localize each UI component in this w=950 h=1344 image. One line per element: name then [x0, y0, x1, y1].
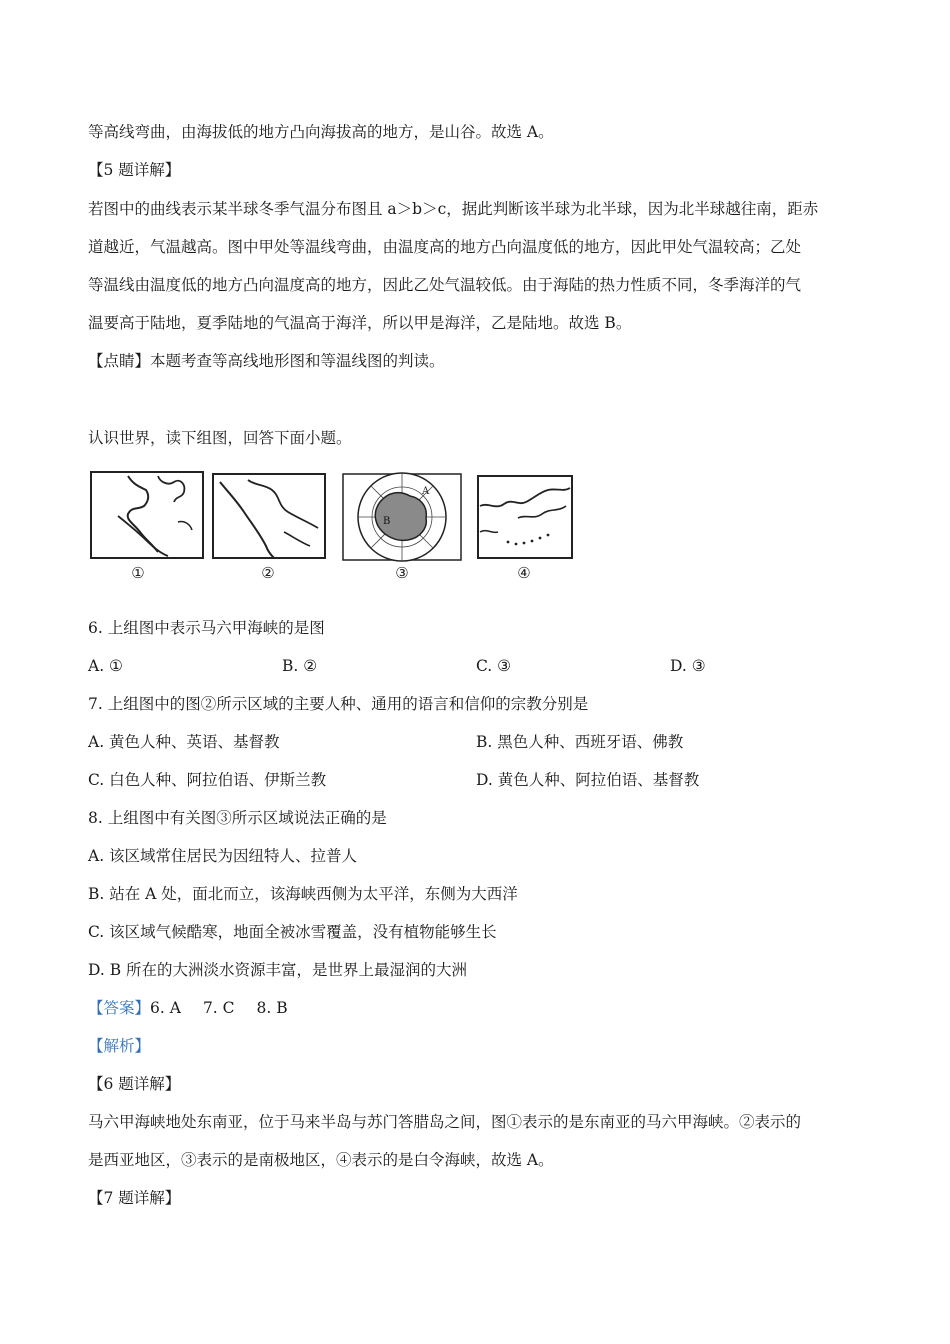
q7-option-c[interactable]: C. 白色人种、阿拉伯语、伊斯兰教 [88, 771, 327, 789]
q8-stem: 8. 上组图中有关图③所示区域说法正确的是 [88, 809, 387, 827]
q5-line-3: 等温线由温度低的地方凸向温度高的地方，因此乙处气温较低。由于海陆的热力性质不同，冬季海洋的气 [88, 276, 802, 294]
q5-line-2: 道越近，气温越高。图中甲处等温线弯曲，由温度高的地方凸向温度低的地方，因此甲处气温较高；乙处 [88, 238, 802, 256]
intro-text: 等高线弯曲，由海拔低的地方凸向海拔高的地方，是山谷。故选 A。 [88, 123, 554, 141]
analysis-label: 【解析】 [88, 1037, 151, 1055]
map-figure-group [88, 462, 578, 592]
q8-option-a[interactable]: A. 该区域常住居民为因纽特人、拉普人 [88, 847, 358, 865]
map-2 [213, 474, 325, 582]
answer-row [88, 998, 310, 1018]
q5-line-4: 温要高于陆地，夏季陆地的气温高于海洋，所以甲是海洋，乙是陆地。故选 B。 [88, 314, 632, 332]
q8-option-d[interactable]: D. B 所在的大洲淡水资源丰富，是世界上最湿润的大洲 [88, 961, 468, 979]
q6-explain-line-1: 马六甲海峡地处东南亚，位于马来半岛与苏门答腊岛之间，图①表示的是东南亚的马六甲海峡。②表示的 [88, 1113, 802, 1131]
group-intro: 认识世界，读下组图，回答下面小题。 [88, 429, 352, 447]
q8-option-c[interactable]: C. 该区域气候酷寒，地面全被冰雪覆盖，没有植物能够生长 [88, 923, 497, 941]
map-2-label: ② [261, 564, 275, 582]
answer-7: 7. C [202, 999, 235, 1017]
q7-heading: 【7 题详解】 [88, 1189, 181, 1207]
map-3 [343, 473, 461, 582]
q7-stem: 7. 上组图中的图②所示区域的主要人种、通用的语言和信仰的宗教分别是 [88, 695, 589, 713]
q6-heading: 【6 题详解】 [88, 1075, 181, 1093]
map-1 [91, 472, 203, 582]
q6-explain-line-2: 是西亚地区，③表示的是南极地区，④表示的是白令海峡，故选 A。 [88, 1151, 554, 1169]
map-3-label: ③ [395, 564, 409, 582]
q6-option-a[interactable]: A. ① [88, 657, 123, 675]
q7-option-b[interactable]: B. 黑色人种、西班牙语、佛教 [476, 733, 684, 751]
answer-label: 【答案】 [88, 999, 151, 1017]
map-1-label: ① [131, 564, 145, 582]
q8-option-b[interactable]: B. 站在 A 处，面北而立，该海峡西侧为太平洋，东侧为大西洋 [88, 885, 518, 903]
dianjing-note: 【点睛】本题考查等高线地形图和等温线图的判读。 [88, 352, 445, 370]
answer-6: 6. A [150, 999, 181, 1017]
map-4-label: ④ [517, 564, 531, 582]
q7-option-a[interactable]: A. 黄色人种、英语、基督教 [88, 733, 280, 751]
answer-8: 8. B [256, 999, 288, 1017]
q6-option-b[interactable]: B. ② [282, 657, 318, 675]
q6-stem: 6. 上组图中表示马六甲海峡的是图 [88, 619, 325, 637]
q7-option-d[interactable]: D. 黄色人种、阿拉伯语、基督教 [476, 771, 700, 789]
point-b-label: B [383, 516, 391, 527]
q5-line-1: 若图中的曲线表示某半球冬季气温分布图且 a＞b＞c，据此判断该半球为北半球，因为北半球越往南，距赤 [88, 200, 819, 218]
q6-option-c[interactable]: C. ③ [476, 657, 512, 675]
map-4 [478, 476, 572, 582]
point-a-label: A [422, 486, 430, 497]
q6-option-d[interactable]: D. ③ [670, 657, 706, 675]
q5-heading: 【5 题详解】 [88, 161, 181, 179]
